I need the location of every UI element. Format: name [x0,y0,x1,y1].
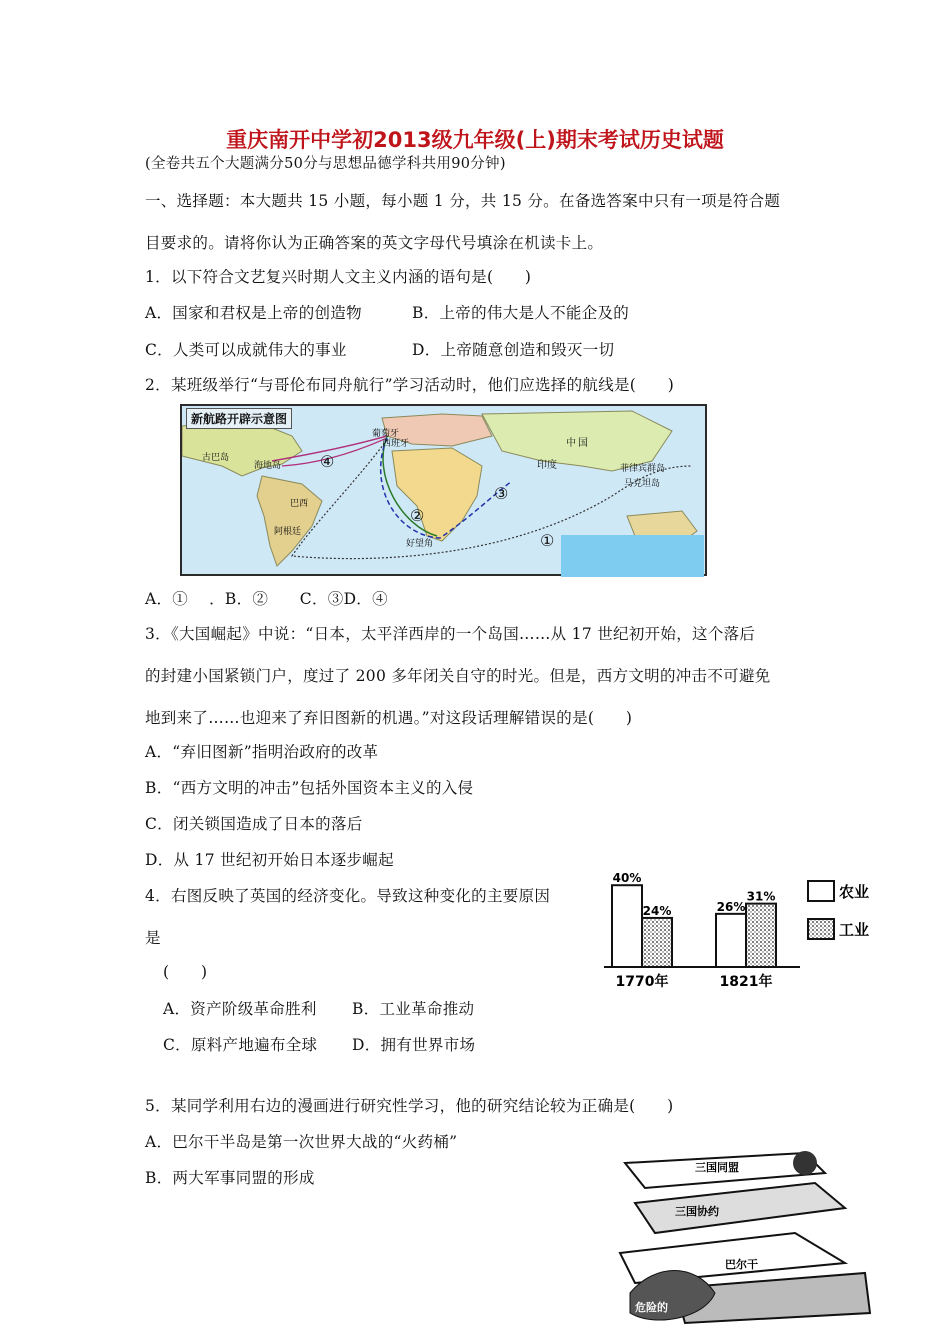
bar-0-0 [612,885,642,967]
map-marker-4: ④ [320,452,335,471]
map-title: 新航路开辟示意图 [186,408,292,429]
q4-paren: ( ) [163,963,208,981]
africa-shape [392,448,482,541]
q4-line1: 4．右图反映了英国的经济变化。导致这种变化的主要原因 [145,887,551,905]
legend-swatch-agriculture [808,881,834,901]
bar-label-1-0: 26% [716,899,746,914]
map-label-china-2: 国 [578,438,588,449]
map-label-cuba: 古巴岛 [202,453,230,463]
bar-1-1 [746,904,776,967]
q5-option-b: B．两大军事同盟的形成 [145,1169,315,1187]
q1-option-a: A．国家和君权是上帝的创造物 [145,304,362,322]
map-label-spain: 西班牙 [382,439,410,449]
q4-option-d: D．拥有世界市场 [352,1036,476,1054]
map-marker-3: ③ [494,484,509,503]
subtitle: (全卷共五个大题满分50分与思想品德学科共用90分钟) [145,156,506,172]
legend-label-agriculture: 农业 [839,883,870,901]
legend-label-industry: 工业 [839,921,870,939]
map-label-haiti: 海地岛 [254,461,282,471]
page-title: 重庆南开中学初2013级九年级(上)期末考试历史试题 [226,128,724,152]
south-america-shape [257,476,322,566]
q3-line2: 的封建小国紧锁门户，度过了 200 多年闭关自守的时光。但是，西方文明的冲击不可避免 [145,667,771,685]
q3-option-b: B．“西方文明的冲击”包括外国资本主义的入侵 [145,779,474,797]
q3-option-d: D．从 17 世纪初开始日本逐步崛起 [145,851,394,869]
section1-line2: 目要求的。请将你认为正确答案的英文字母代号填涂在机读卡上。 [145,234,604,252]
chart-legend [808,881,869,939]
map-label-china: 中 [566,438,576,449]
bar-0-1 [642,918,672,967]
cartoon-text-1: 三国同盟 [695,1161,739,1174]
map-label-philippines: 菲律宾群岛 [620,464,666,474]
map-marker-1: ① [540,531,555,550]
q4-option-b: B．工业革命推动 [352,1000,475,1018]
q3-option-c: C．闭关锁国造成了日本的落后 [145,815,363,833]
q5-option-a: A．巴尔干半岛是第一次世界大战的“火药桶” [145,1133,458,1151]
map-label-india: 印度 [537,460,557,471]
legend-swatch-industry [808,919,834,939]
bar-label-1-1: 31% [746,889,776,904]
q4-line2: 是 [145,929,161,947]
q2-options: A．① ．B．② C．③D．④ [145,590,388,608]
q5-stem: 5．某同学利用右边的漫画进行研究性学习，他的研究结论较为正确是( ) [145,1097,674,1115]
map-label-brazil: 巴西 [290,499,309,509]
q3-line3: 地到来了……也迎来了弃旧图新的机遇。”对这段话理解错误的是( ) [145,709,633,727]
section1-line1: 一、选择题：本大题共 15 小题，每小题 1 分，共 15 分。在备选答案中只有一项是符合题 [145,192,781,210]
q1-option-c: C．人类可以成就伟大的事业 [145,341,347,359]
category-label-0: 1770年 [615,974,669,990]
balkan-cartoon [615,1143,880,1333]
q1-stem: 1．以下符合文艺复兴时期人文主义内涵的语句是( ) [145,268,532,286]
category-label-1: 1821年 [719,974,773,990]
cartoon-text-3: 危险的 [635,1301,668,1314]
map-label-portugal: 葡萄牙 [372,429,400,439]
map-label-cape: 好望角 [406,539,434,549]
cartoon-text-2: 三国协约 [675,1205,719,1218]
map-marker-2: ② [410,506,425,525]
cartoon-bomb [793,1151,817,1175]
cartoon-ribbon-2 [635,1183,845,1233]
q3-option-a: A．“弃旧图新”指明治政府的改革 [145,743,379,761]
bar-label-0-1: 24% [642,903,672,918]
q4-option-c: C．原料产地遍布全球 [163,1036,318,1054]
q2-stem: 2．某班级举行“与哥伦布同舟航行”学习活动时，他们应选择的航线是( ) [145,376,675,394]
bar-label-0-0: 40% [612,871,642,886]
map-mask [561,535,704,577]
map-label-mactan: 马克坦岛 [624,479,661,489]
q1-option-d: D．上帝随意创造和毁灭一切 [412,341,615,359]
bar-1-0 [716,914,746,967]
map-label-argentina: 阿根廷 [274,527,302,537]
economy-bar-chart [600,865,880,990]
q3-line1: 3．《大国崛起》中说：“日本，太平洋西岸的一个岛国……从 17 世纪初开始，这个落后 [145,625,756,643]
q4-option-a: A．资产阶级革命胜利 [163,1000,317,1018]
cartoon-text-4: 巴尔干 [725,1258,758,1271]
q1-option-b: B．上帝的伟大是人不能企及的 [412,304,630,322]
